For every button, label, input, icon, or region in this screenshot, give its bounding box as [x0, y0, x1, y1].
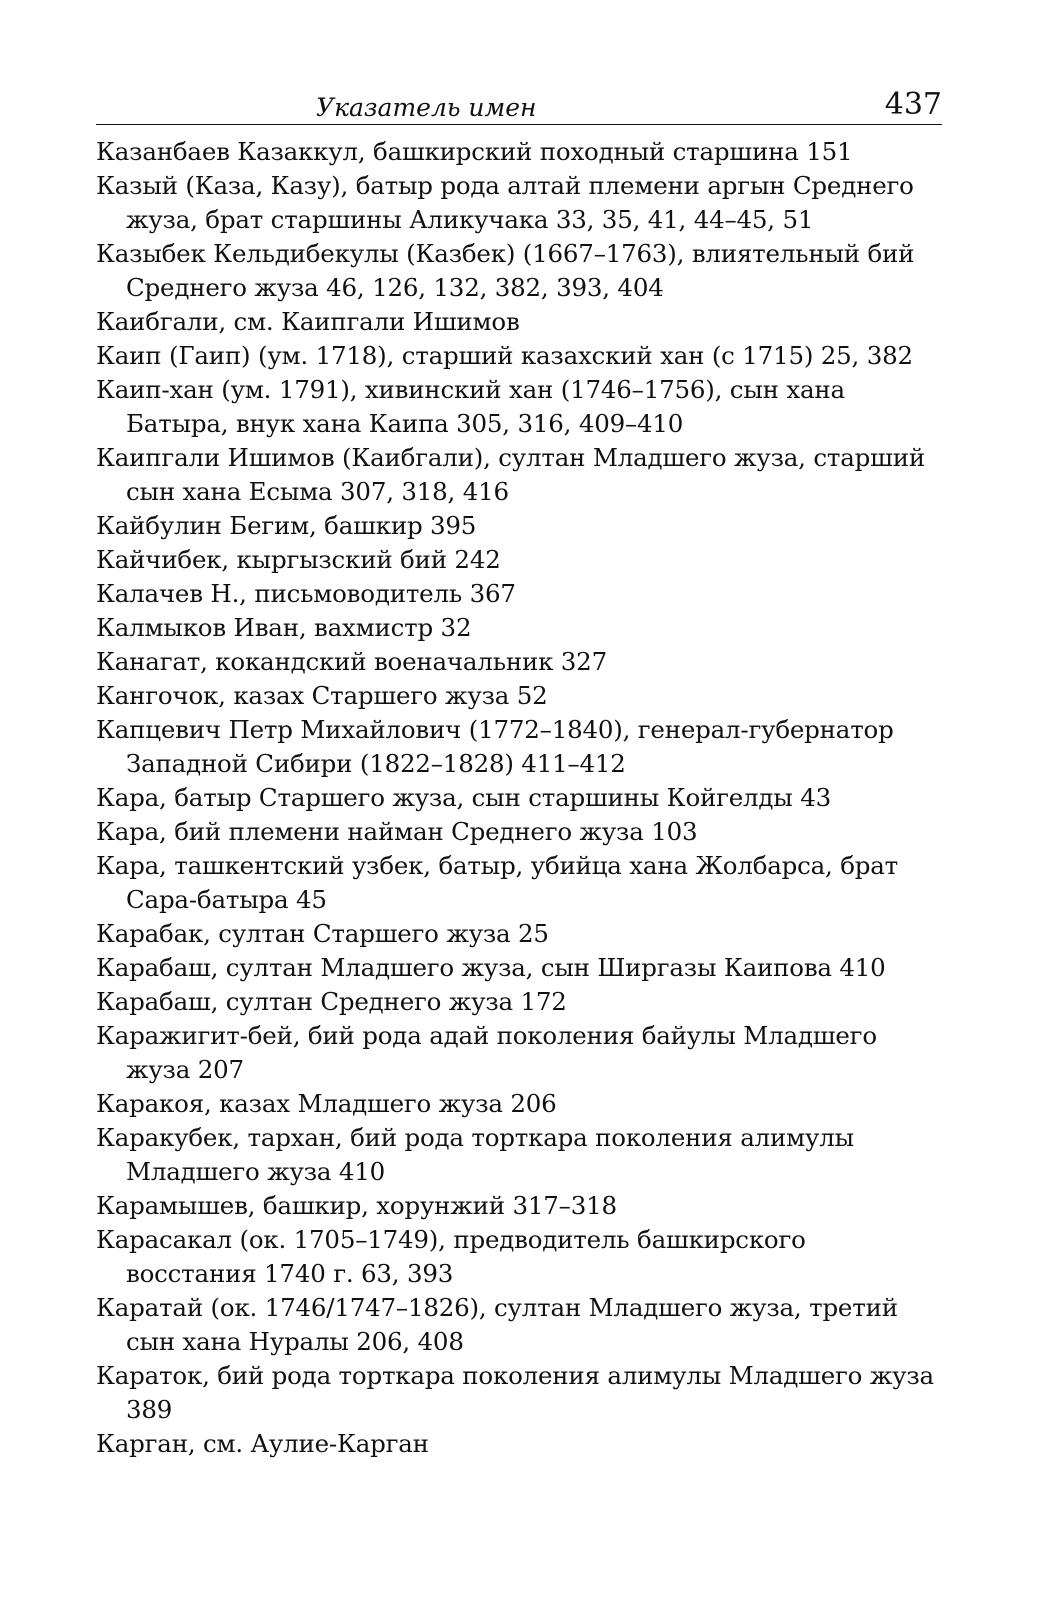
index-entry: Каип-хан (ум. 1791), хивинский хан (1746–1756), сын хана Батыра, внук хана Каипа 305, 316, 409–410 [96, 375, 845, 438]
index-entry: Казый (Каза, Казу), батыр рода алтай племени аргын Среднего жуза, брат старшины Аликучака 33, 35, 41, 44–45, 51 [96, 171, 914, 234]
index-entry: Кайбулин Бегим, башкир 395 [96, 511, 477, 540]
index-entry: Каип (Гаип) (ум. 1718), старший казахский хан (с 1715) 25, 382 [96, 341, 913, 370]
index-entry: Кара, ташкентский узбек, батыр, убийца хана Жолбарса, брат Сара-батыра 45 [96, 851, 899, 914]
index-entry: Каибгали, см. Каипгали Ишимов [96, 307, 520, 336]
index-entry: Казыбек Кельдибекулы (Казбек) (1667–1763), влиятельный бий Среднего жуза 46, 126, 132, 382, 393, 404 [96, 239, 915, 302]
index-entry: Кара, батыр Старшего жуза, сын старшины Койгелды 43 [96, 783, 831, 812]
index-entry: Карган, см. Аулие-Карган [96, 1429, 429, 1458]
index-entry: Каракоя, казах Младшего жуза 206 [96, 1089, 557, 1118]
index-entry: Карабаш, султан Среднего жуза 172 [96, 987, 567, 1016]
index-entry: Казанбаев Казаккул, башкирский походный старшина 151 [96, 137, 853, 166]
page-header [96, 68, 942, 125]
index-entry: Капцевич Петр Михайлович (1772–1840), генерал-губернатор Западной Сибири (1822–1828) 411–412 [96, 715, 894, 778]
index-entry: Кара, бий племени найман Среднего жуза 103 [96, 817, 698, 846]
index-entry: Карабак, султан Старшего жуза 25 [96, 919, 549, 948]
index-entry: Калмыков Иван, вахмистр 32 [96, 613, 472, 642]
page-number: 437 [884, 87, 942, 122]
index-entry: Канагат, кокандский военачальник 327 [96, 647, 607, 676]
index-entry: Кайчибек, кыргызский бий 242 [96, 545, 501, 574]
index-entry: Карабаш, султан Младшего жуза, сын Ширгазы Каипова 410 [96, 953, 886, 982]
index-entry: Каипгали Ишимов (Каибгали), султан Младшего жуза, старший сын хана Есыма 307, 318, 416 [96, 443, 925, 506]
index-entry: Караток, бий рода торткара поколения алимулы Младшего жуза 389 [96, 1361, 934, 1424]
index-entry: Каракубек, тархан, бий рода торткара поколения алимулы Младшего жуза 410 [96, 1123, 854, 1186]
index-entry: Кангочок, казах Старшего жуза 52 [96, 681, 548, 710]
index-entry: Калачев Н., письмоводитель 367 [96, 579, 516, 608]
index-entry: Карасакал (ок. 1705–1749), предводитель башкирского восстания 1740 г. 63, 393 [96, 1225, 806, 1288]
name-index-list [96, 135, 942, 1461]
running-head: Указатель имен [316, 93, 537, 122]
index-entry: Каражигит-бей, бий рода адай поколения байулы Младшего жуза 207 [96, 1021, 877, 1084]
index-entry: Карамышев, башкир, хорунжий 317–318 [96, 1191, 617, 1220]
index-entry: Каратай (ок. 1746/1747–1826), султан Младшего жуза, третий сын хана Нуралы 206, 408 [96, 1293, 898, 1356]
